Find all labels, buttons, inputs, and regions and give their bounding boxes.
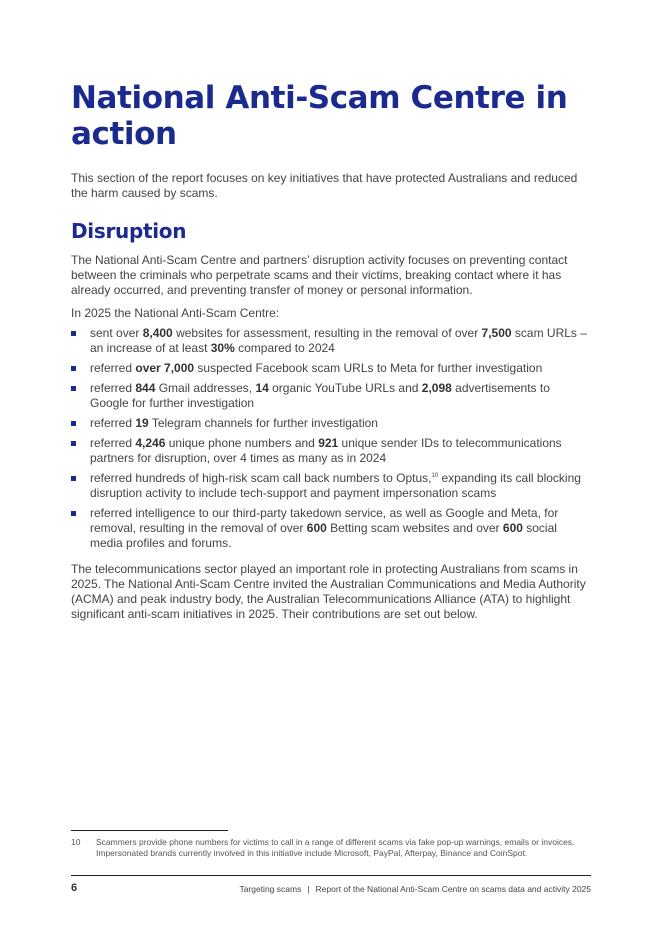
bullet-square-icon [71,421,76,426]
footer-report-title: Report of the National Anti-Scam Centre on scams data and activity 2025 [315,884,591,894]
disruption-bullet-list [71,326,591,556]
bullet-square-icon [71,476,76,481]
intro-paragraph: This section of the report focuses on key initiatives that have protected Australians and reduced the harm caused by scams. [71,171,578,200]
closing-paragraph: The telecommunications sector played an important role in protecting Australians from scams in 2025. The National Anti-Scam Centre invited the Australian Communications and Media Authority (ACMA) and peak industry body, the Australian Telecommunications Alliance (ATA) to highlight significant anti-scam initiatives in 2025. Their contributions are set out below. [71,562,586,621]
list-item: referred intelligence to our third-party takedown service, as well as Google and Meta, for removal, resulting in the removal of over 600 Betting scam websites and over 600 social media profiles and forums. [71,506,591,551]
footnote-divider [71,830,228,831]
disruption-paragraph: The National Anti-Scam Centre and partners’ disruption activity focuses on preventing contact between the criminals who perpetrate scams and their victims, breaking contact where it has already occurred, and preventing transfer of money or personal information. [71,253,568,297]
footnote-number: 10 [71,837,81,847]
bullet-square-icon [71,331,76,336]
page-title: National Anti-Scam Centre in action [71,80,568,152]
footnote [71,837,591,859]
list-item: referred over 7,000 suspected Facebook scam URLs to Meta for further investigation [71,361,591,376]
report-page [71,0,591,936]
footer-separator: | [307,884,310,894]
list-item: referred 4,246 unique phone numbers and 921 unique sender IDs to telecommunications partners for disruption, over 4 times as many as in 2024 [71,436,591,466]
list-item: sent over 8,400 websites for assessment, resulting in the removal of over 7,500 scam URLs – an increase of at least 30% compared to 2024 [71,326,591,356]
footnote-text: Scammers provide phone numbers for victims to call in a range of different scams via fake pop-up warnings, emails or invoices. Impersonated brands currently involved in this initiative include Microsoft, PayPal, Afterpay, Binance and CoinSpot. [96,837,575,858]
page-number: 6 [71,882,78,894]
list-item: referred 19 Telegram channels for further investigation [71,416,591,431]
bullet-square-icon [71,366,76,371]
bullet-square-icon [71,511,76,516]
footer-divider [71,875,591,876]
list-item: referred hundreds of high-risk scam call back numbers to Optus,$^{10}$ expanding its call blocking disruption activity to include tech-support and payment impersonation scams [71,471,591,501]
footer-section: Targeting scams [239,884,302,894]
footnote-reference[interactable]: 10 [431,473,439,479]
bullet-square-icon [71,441,76,446]
section-heading: Disruption [71,219,187,243]
running-footer [239,884,591,894]
bullet-square-icon [71,386,76,391]
list-intro: In 2025 the National Anti-Scam Centre: [71,306,280,320]
list-item: referred 844 Gmail addresses, 14 organic YouTube URLs and 2,098 advertisements to Google for further investigation [71,381,591,411]
